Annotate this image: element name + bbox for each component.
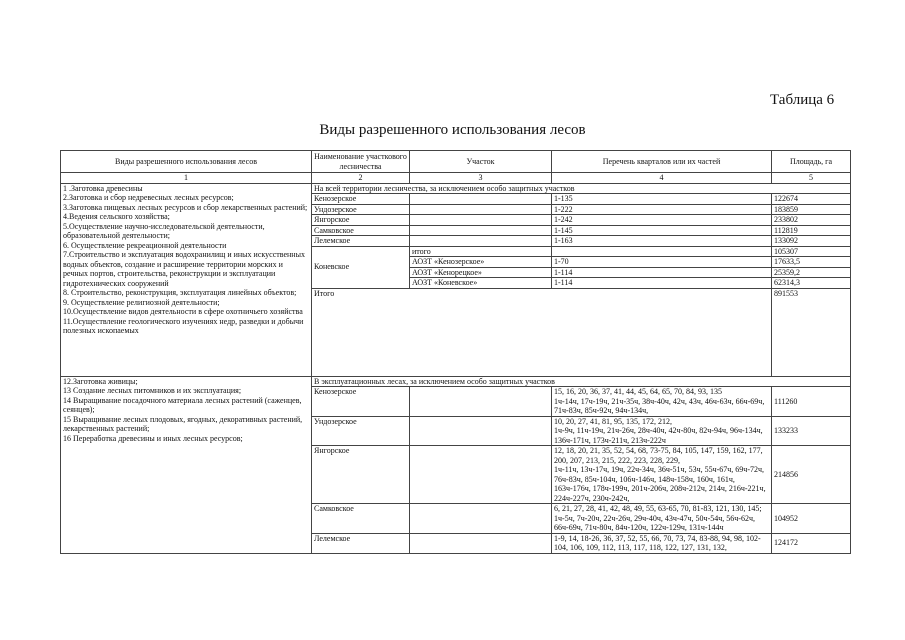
area-cell: 112819 (772, 225, 851, 236)
plot-name (410, 215, 552, 226)
quarters-cell: 1-114 (552, 278, 772, 289)
area-cell: 17633,5 (772, 257, 851, 268)
quarters-cell-line: 1ч-5ч, 7ч-20ч, 22ч-26ч, 29ч-40ч, 43ч-47ч, 50ч-54ч, 56ч-62ч, 66ч-69ч, 71ч-80ч, 84ч-120ч, 122ч-129ч, 131ч-144ч (554, 513, 755, 532)
quarters-cell: 1-222 (552, 204, 772, 215)
quarters-cell-line: 6, 21, 27, 28, 41, 42, 48, 49, 55, 63-65, 70, 81-83, 121, 130, 145; (554, 504, 762, 513)
total-label: Итого (312, 288, 772, 376)
plot-name (410, 504, 552, 534)
quarters-cell-line: 1-9, 14, 18-26, 36, 37, 52, 55, 66, 70, 73, 74, 83-88, 94, 98, 102-104, 106, 109, 112, 113, 117, 118, 122, 127, 131, 132, (554, 533, 761, 552)
area-cell: 133233 (772, 416, 851, 446)
area-cell: 891553 (772, 288, 851, 376)
subtotal-label: итого (410, 246, 552, 257)
col-number: 3 (410, 173, 552, 184)
section2-uses-line: 14 Выращивание посадочного материала лесных растений (саженцев, сеянцев); (63, 395, 302, 414)
quarters-cell-line: 10, 20, 27, 41, 81, 95, 135, 172, 212, (554, 416, 672, 426)
plot-name (410, 236, 552, 247)
section1-uses-line: 5.Осуществление научно-исследовательской деятельности, образовательной деятельности; (63, 221, 265, 240)
forestry-name: Кенозерское (312, 194, 410, 205)
quarters-cell (552, 416, 772, 446)
section1-uses-line: 3.Заготовка пищевых лесных ресурсов и сбор лекарственных растений; (63, 202, 308, 212)
section1-uses-line: 9. Осуществление религиозной деятельности; (63, 297, 220, 307)
col-number: 4 (552, 173, 772, 184)
area-cell: 214856 (772, 446, 851, 504)
quarters-cell: 1-70 (552, 257, 772, 268)
section1-header-row (61, 183, 851, 194)
quarters-cell: 1-114 (552, 267, 772, 278)
forestry-name: Лелемское (312, 533, 410, 553)
section1-uses-line: 10.Осуществление видов деятельности в сфере охотничьего хозяйства (63, 307, 303, 316)
plot-name (410, 204, 552, 215)
area-cell: 62314,3 (772, 278, 851, 289)
header-uses: Виды разрешенного использования лесов (61, 151, 312, 173)
section1-uses-line: 1 .Заготовка древесины (63, 183, 143, 193)
plot-name: АОЗТ «Коневское» (410, 278, 552, 289)
section1-uses-line: 2.Заготовка и сбор недревесных лесных ресурсов; (63, 193, 234, 202)
quarters-cell (552, 504, 772, 534)
page-title: Виды разрешенного использования лесов (319, 122, 586, 138)
area-cell: 233802 (772, 215, 851, 226)
forestry-name: Коневское (312, 246, 410, 288)
section1-uses-line: 7.Строительство и эксплуатация водохранилищ и иных искусственных водных объектов, создание и расширение территории морских и речных портов, строительства, реконструкции и эксплуатации гидротехнических сооружений (63, 250, 305, 288)
section1-uses-line: 6. Осуществление рекреационной деятельности (63, 240, 227, 250)
area-cell: 104952 (772, 504, 851, 534)
plot-name (410, 446, 552, 504)
forestry-name: Янгорское (312, 446, 410, 504)
area-cell: 183859 (772, 204, 851, 215)
quarters-cell-line: 12, 18, 20, 21, 35, 52, 54, 68, 73-75, 84, 105, 147, 159, 162, 177, 200, 207, 213, 215, 222, 223, 228, 229, (554, 446, 763, 465)
plot-name (410, 533, 552, 553)
forestry-name: Лелемское (312, 236, 410, 247)
quarters-cell (552, 533, 772, 553)
header-quarters: Перечень кварталов или их частей (552, 151, 772, 173)
area-cell: 133092 (772, 236, 851, 247)
section2-uses-line: 16 Переработка древесины и иных лесных ресурсов; (63, 433, 243, 443)
area-cell: 124172 (772, 533, 851, 553)
section2-uses-line: 13 Создание лесных питомников и их эксплуатация; (63, 386, 242, 395)
header-row (61, 151, 851, 173)
forestry-name: Ундозерское (312, 204, 410, 215)
table-number-label: Таблица 6 (770, 92, 835, 108)
quarters-cell-line: 1ч-14ч, 17ч-19ч, 21ч-35ч, 38ч-40ч, 42ч, 43ч, 46ч-63ч, 66ч-69ч, 71ч-83ч, 85ч-92ч, 94ч-134ч, (554, 396, 765, 415)
section2-uses-line: 12.Заготовка живицы; (63, 376, 138, 386)
plot-name: АОЗТ «Кенорецкое» (410, 267, 552, 278)
forestry-name: Янгорское (312, 215, 410, 226)
forestry-name: Кенозерское (312, 387, 410, 417)
quarters-cell-line: 15, 16, 20, 36, 37, 41, 44, 45, 64, 65, 70, 84, 93, 135 (554, 387, 722, 396)
col-number: 1 (61, 173, 312, 184)
area-cell: 105307 (772, 246, 851, 257)
col-number: 5 (772, 173, 851, 184)
plot-name (410, 416, 552, 446)
section1-uses-line: 11.Осуществление геологического изучениях недр, разведки и добычи полезных ископаемых (63, 316, 304, 335)
area-cell: 111260 (772, 387, 851, 417)
quarters-cell-line: 1ч-11ч, 13ч-17ч, 19ч, 22ч-34ч, 36ч-51ч, 53ч, 55ч-67ч, 69ч-72ч, 76ч-83ч, 85ч-104ч, 106ч-146ч, 148ч-158ч, 160ч, 161ч, 163ч-176ч, 178ч-199ч, 201ч-206ч, 208ч-212ч, 214ч, 216ч-221ч, 224ч-227ч, 230ч-242ч, (554, 465, 766, 503)
section1-uses-line: 8. Строительство, реконструкция, эксплуатация линейных объектов; (63, 288, 297, 297)
header-area: Площадь, га (772, 151, 851, 173)
col-number: 2 (312, 173, 410, 184)
section2-header-row (61, 376, 851, 387)
land-use-table (60, 150, 851, 554)
forestry-name: Самковское (312, 504, 410, 534)
quarters-cell (552, 387, 772, 417)
section2-uses-line: 15 Выращивание лесных плодовых, ягодных, декоративных растений, лекарственных растений; (63, 414, 303, 433)
quarters-cell: 1-145 (552, 225, 772, 236)
header-forestry: Наименование участкового лесничества (312, 151, 410, 173)
forestry-name: Самковское (312, 225, 410, 236)
quarters-cell: 1-242 (552, 215, 772, 226)
header-plot: Участок (410, 151, 552, 173)
section1-note: На всей территории лесничества, за исключением особо защитных участков (312, 183, 851, 194)
section2-uses (61, 376, 312, 553)
plot-name (410, 225, 552, 236)
forestry-name: Ундозерское (312, 416, 410, 446)
quarters-cell: 1-135 (552, 194, 772, 205)
quarters-cell (552, 446, 772, 504)
column-number-row (61, 173, 851, 184)
quarters-cell: 1-163 (552, 236, 772, 247)
plot-name: АОЗТ «Кенозерское» (410, 257, 552, 268)
section1-uses-line: 4.Ведения сельского хозяйства; (63, 212, 170, 221)
plot-name (410, 194, 552, 205)
plot-name (410, 387, 552, 417)
section1-uses (61, 183, 312, 376)
section2-note: В эксплуатационных лесах, за исключением особо защитных участков (312, 376, 851, 387)
area-cell: 122674 (772, 194, 851, 205)
quarters-cell (552, 246, 772, 257)
quarters-cell-line: 1ч-9ч, 11ч-19ч, 21ч-26ч, 28ч-40ч, 42ч-80ч, 82ч-94ч, 96ч-134ч, 136ч-171ч, 173ч-211ч, 213ч-222ч (554, 426, 763, 445)
area-cell: 25359,2 (772, 267, 851, 278)
table-body (61, 151, 851, 554)
